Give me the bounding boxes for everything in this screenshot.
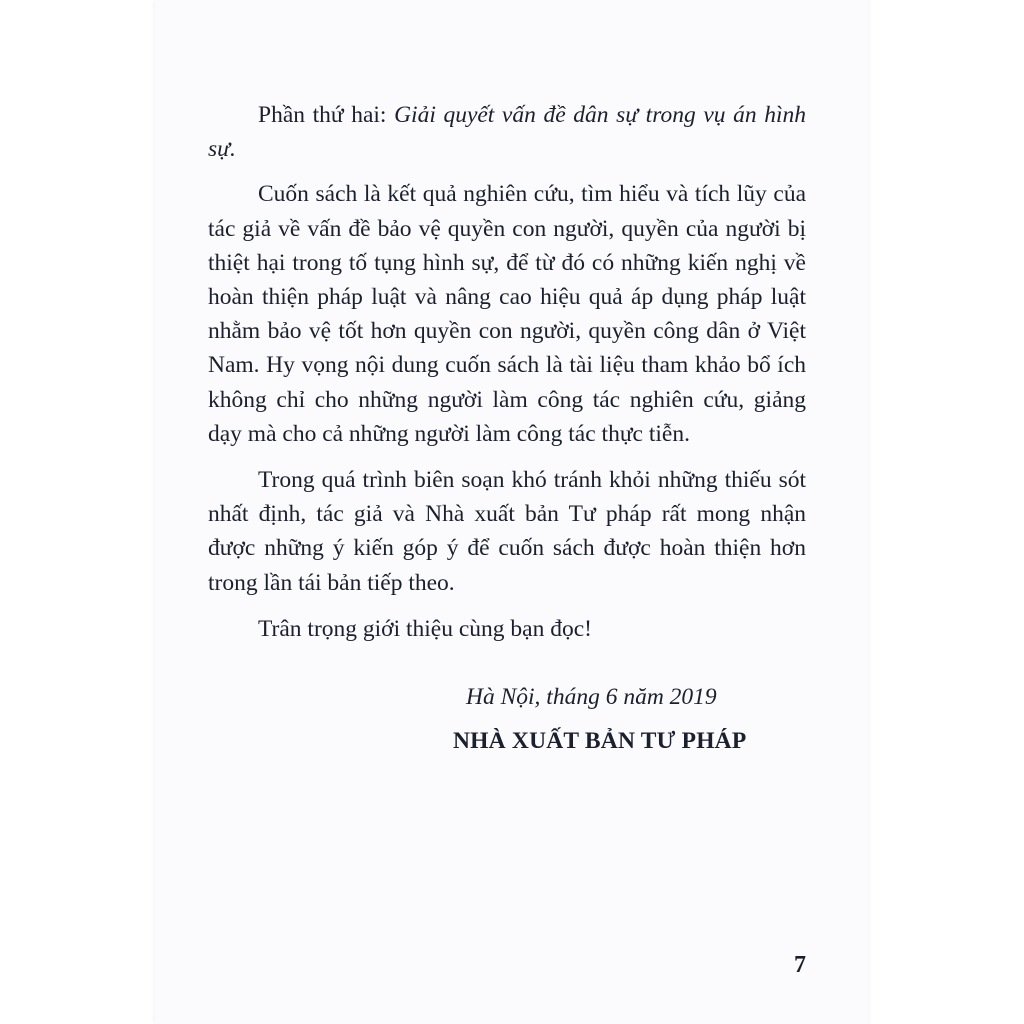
paragraph-3: Trong quá trình biên soạn khó tránh khỏi những thiếu sót nhất định, tác giả và Nhà xuất bản Tư pháp rất mong nhận được những ý kiến góp ý để cuốn sách được hoàn thiện hơn trong lần tái bản tiếp theo. (208, 467, 806, 596)
paragraph-1-italic: Giải quyết vấn đề dân sự trong vụ án hình sự. (208, 102, 806, 163)
paragraph-1-lead: Phần thứ hai: (258, 102, 395, 128)
paragraph-4: Trân trọng giới thiệu cùng bạn đọc! (258, 615, 592, 642)
page-number: 7 (794, 952, 806, 978)
paragraph-2: Cuốn sách là kết quả nghiên cứu, tìm hiểu và tích lũy của tác giả về vấn đề bảo vệ quyền con người, quyền của người bị thiệt hại trong tố tụng hình sự, để từ đó có những kiến nghị về hoàn thiện pháp luật và nâng cao hiệu quả áp dụng pháp luật nhằm bảo vệ tốt hơn quyền con người, quyền công dân ở Việt Nam. Hy vọng nội dung cuốn sách là tài liệu tham khảo bổ ích không chỉ cho những người làm công tác nghiên cứu, giảng dạy mà cho cả những người làm công tác thực tiễn. (208, 181, 806, 447)
publisher-signature: NHÀ XUẤT BẢN TƯ PHÁP (453, 728, 747, 754)
body-text (208, 98, 806, 646)
sign-date: Hà Nội, tháng 6 năm 2019 (466, 684, 717, 710)
paragraph-1 (208, 98, 806, 166)
